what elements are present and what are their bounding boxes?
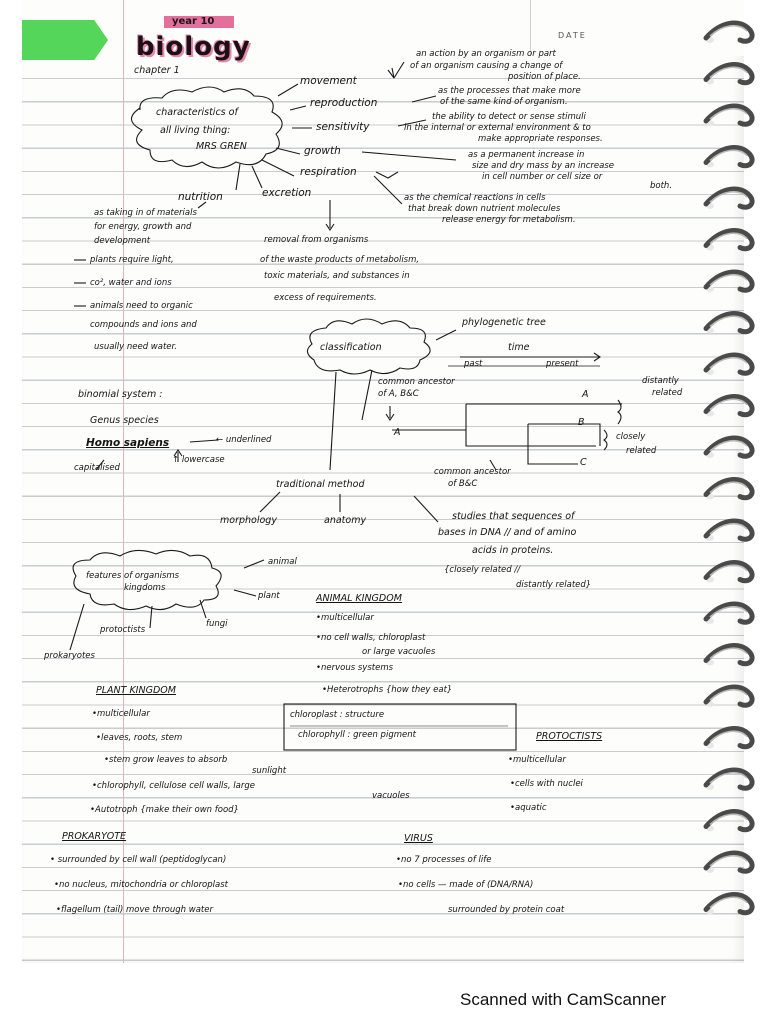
- date-label: DATE: [558, 31, 587, 40]
- phylo-tree: [392, 404, 622, 464]
- char-cloud-line-1: characteristics of: [156, 107, 238, 118]
- respiration-def-3: release energy for metabolism.: [442, 215, 576, 225]
- plant-item-4: sunlight: [252, 766, 287, 776]
- animal-item-3: or large vacuoles: [362, 647, 436, 657]
- sensitivity-def-1: the ability to detect or sense stimuli: [432, 112, 586, 122]
- sensitivity-def-2: in the internal or external environment & to: [404, 123, 591, 133]
- nutrition-note-1: plants require light,: [90, 255, 174, 265]
- item-reproduction: reproduction: [310, 97, 378, 109]
- nutrition-note-5: usually need water.: [94, 342, 177, 352]
- nutrition-note-2: co², water and ions: [90, 278, 172, 288]
- capitalised-note: capitalised: [74, 463, 120, 473]
- item-growth: growth: [304, 145, 341, 157]
- distantly-related-bracket: distantly related}: [516, 580, 592, 590]
- homo-sapiens: Homo sapiens: [86, 437, 170, 449]
- animal-item-4: •nervous systems: [316, 663, 394, 673]
- leaf-c: C: [580, 457, 587, 468]
- respiration-def-2: that break down nutrient molecules: [408, 204, 561, 214]
- plant-item-7: •Autotroph {make their own food}: [90, 805, 239, 815]
- virus-item-2: •no cells — made of (DNA/RNA): [398, 880, 534, 890]
- past-label: past: [464, 359, 483, 369]
- plant-kingdom-title: PLANT KINGDOM: [96, 685, 176, 696]
- branch-prokaryotes: prokaryotes: [44, 651, 95, 661]
- closely-label-2: related: [626, 446, 657, 456]
- virus-item-1: •no 7 processes of life: [396, 855, 492, 865]
- prokaryote-item-1: • surrounded by cell wall (peptidoglycan): [50, 855, 227, 865]
- animal-item-2: •no cell walls, chloroplast: [316, 633, 426, 643]
- item-sensitivity: sensitivity: [316, 121, 370, 133]
- protoctists-title: PROTOCTISTS: [536, 731, 603, 742]
- nutrition-def-2: for energy, growth and: [94, 222, 192, 232]
- classification-cloud-label: classification: [320, 342, 382, 353]
- protoctists-item-3: •aquatic: [510, 803, 547, 813]
- traditional-method: traditional method: [276, 479, 365, 490]
- growth-def-2: size and dry mass by an increase: [472, 161, 614, 171]
- animal-item-5: •Heterotrophs {how they eat}: [322, 685, 453, 695]
- chloroplast-definition: chloroplast : structure: [290, 710, 385, 720]
- present-label: present: [546, 359, 579, 369]
- plant-item-6: vacuoles: [372, 791, 410, 801]
- studies-line-2: bases in DNA // and of amino: [438, 527, 577, 538]
- excretion-def-3: toxic materials, and substances in: [264, 271, 410, 281]
- branch-animal: animal: [268, 557, 297, 567]
- growth-def-3: in cell number or cell size or: [482, 172, 603, 182]
- common-ancestor-bc-1: common ancestor: [434, 467, 511, 477]
- studies-line-1: studies that sequences of: [452, 511, 575, 522]
- chlorophyll-definition: chlorophyll : green pigment: [298, 730, 416, 740]
- closely-related-bracket: {closely related //: [444, 565, 521, 575]
- prokaryote-item-3: •flagellum (tail) move through water: [56, 905, 213, 915]
- branch-plant: plant: [258, 591, 280, 601]
- item-nutrition: nutrition: [178, 191, 223, 203]
- movement-def-3: position of place.: [508, 72, 581, 82]
- item-excretion: excretion: [262, 187, 312, 199]
- nutrition-def-1: as taking in of materials: [94, 208, 197, 218]
- kingdoms-cloud-line-1: features of organisms: [86, 571, 180, 581]
- nutrition-note-4: compounds and ions and: [90, 320, 197, 330]
- virus-item-3: surrounded by protein coat: [448, 905, 565, 915]
- chapter-label: chapter 1: [134, 65, 180, 76]
- prokaryote-title: PROKARYOTE: [62, 831, 127, 842]
- leaf-a: A: [582, 389, 589, 400]
- phylogenetic-tree-label: phylogenetic tree: [462, 317, 546, 328]
- excretion-def-4: excess of requirements.: [274, 293, 377, 303]
- plant-item-3: •stem grow leaves to absorb: [104, 755, 228, 765]
- growth-def-1: as a permanent increase in: [468, 150, 585, 160]
- studies-line-3: acids in proteins.: [472, 545, 554, 556]
- lowercase-note: ↑ lowercase: [172, 455, 225, 465]
- animal-kingdom-title: ANIMAL KINGDOM: [316, 593, 402, 604]
- item-movement: movement: [300, 75, 357, 87]
- nutrition-note-3: animals need to organic: [90, 301, 193, 311]
- growth-def-4: both.: [650, 181, 673, 191]
- plant-item-1: •multicellular: [92, 709, 150, 719]
- branch-protoctists: protoctists: [100, 625, 146, 635]
- common-ancestor-bc-2: of B&C: [448, 479, 478, 489]
- common-ancestor-abc-2: of A, B&C: [378, 389, 419, 399]
- scanner-watermark: Scanned with CamScanner: [460, 990, 667, 1009]
- virus-title: VIRUS: [404, 833, 433, 844]
- reproduction-def-1: as the processes that make more: [438, 86, 581, 96]
- char-cloud-line-3: MRS GREN: [196, 141, 247, 152]
- char-cloud-line-2: all living thing:: [160, 125, 231, 136]
- time-label: time: [508, 342, 530, 353]
- closely-label-1: closely: [616, 432, 646, 442]
- distantly-label-1: distantly: [642, 376, 679, 386]
- nutrition-def-3: development: [94, 236, 151, 246]
- prokaryote-item-2: •no nucleus, mitochondria or chloroplast: [54, 880, 228, 890]
- genus-species: Genus species: [90, 415, 159, 426]
- underlined-note: ← underlined: [216, 435, 272, 445]
- plant-item-5: •chlorophyll, cellulose cell walls, large: [92, 781, 255, 791]
- year-tag: year 10: [172, 16, 215, 27]
- plant-item-2: •leaves, roots, stem: [96, 733, 183, 743]
- branch-fungi: fungi: [206, 619, 228, 629]
- animal-item-1: •multicellular: [316, 613, 374, 623]
- leaf-root: A: [394, 427, 401, 438]
- reproduction-def-2: of the same kind of organism.: [440, 97, 568, 107]
- item-respiration: respiration: [300, 166, 357, 178]
- common-ancestor-abc-1: common ancestor: [378, 377, 455, 387]
- excretion-def-2: of the waste products of metabolism,: [260, 255, 420, 265]
- excretion-def-1: removal from organisms: [264, 235, 369, 245]
- page-title: biology: [136, 32, 251, 62]
- movement-def-2: of an organism causing a change of: [410, 61, 563, 71]
- leaf-b: B: [578, 417, 585, 428]
- protoctists-item-1: •multicellular: [508, 755, 566, 765]
- anatomy: anatomy: [324, 515, 367, 526]
- respiration-def-1: as the chemical reactions in cells: [404, 193, 546, 203]
- kingdoms-cloud-line-2: kingdoms: [124, 583, 166, 593]
- distantly-label-2: related: [652, 388, 683, 398]
- sensitivity-def-3: make appropriate responses.: [478, 134, 603, 144]
- binomial-system: binomial system :: [78, 389, 163, 400]
- protoctists-item-2: •cells with nuclei: [510, 779, 583, 789]
- morphology: morphology: [220, 515, 277, 526]
- movement-def-1: an action by an organism or part: [416, 49, 556, 59]
